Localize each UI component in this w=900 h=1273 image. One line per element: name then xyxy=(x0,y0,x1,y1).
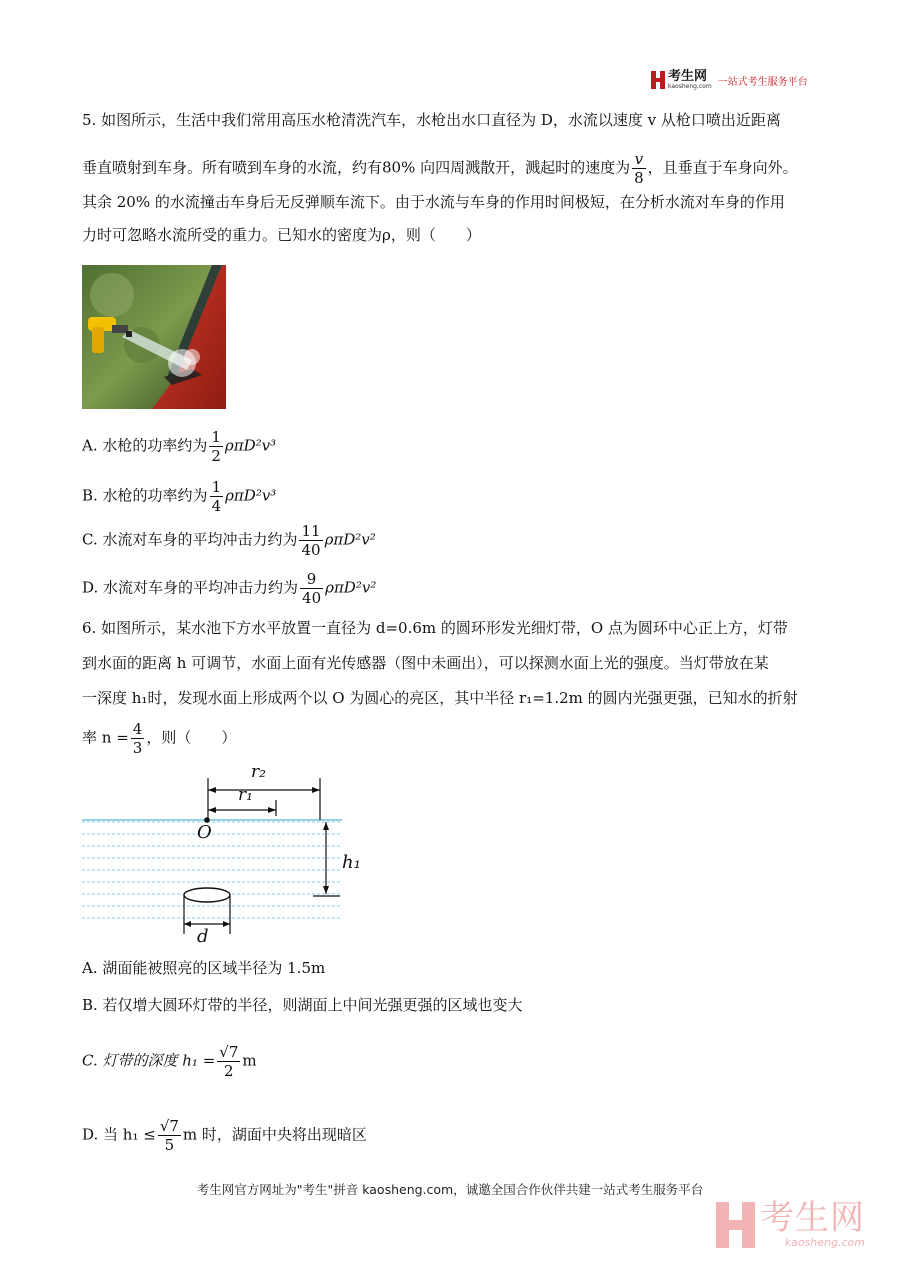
footer-text: 考生网官方网址为"考生"拼音 kaosheng.com，诚邀全国合作伙伴共建一站式考生服务平台 xyxy=(196,1182,704,1197)
label-h1: h₁ xyxy=(342,852,361,873)
q5-option-b[interactable] xyxy=(82,478,276,515)
frac-numerator: v xyxy=(632,150,646,169)
q5-line-2 xyxy=(82,150,798,187)
watermark xyxy=(716,1200,865,1249)
frac-numerator: 1 xyxy=(211,428,221,446)
refractive-index-fraction xyxy=(131,720,145,757)
option-formula: ρπD²v² xyxy=(324,530,376,549)
label-O: O xyxy=(197,822,212,843)
frac-numerator: 9 xyxy=(300,570,323,589)
q5-line-2-tail: ，且垂直于车身向外。 xyxy=(647,158,798,177)
frac-denominator: 3 xyxy=(132,739,143,757)
q6-option-d[interactable] xyxy=(82,1117,367,1154)
frac-denominator: 40 xyxy=(301,541,321,559)
option-label: C. 灯带的深度 h₁ = xyxy=(82,1051,216,1070)
frac-denominator: 40 xyxy=(302,589,322,607)
watermark-brand: 考生网 xyxy=(760,1198,865,1238)
q6-line-2: 到水面的距离 h 可调节，水面上面有光传感器（图中未画出），可以探测水面上光的强度。当灯带放在某 xyxy=(82,654,769,672)
option-fraction xyxy=(209,428,223,465)
option-label: A. 水枪的功率约为 xyxy=(82,436,208,455)
option-formula: ρπD²v³ xyxy=(224,436,277,455)
option-fraction xyxy=(300,570,323,607)
q6-line-4 xyxy=(82,720,236,757)
q6-option-c[interactable] xyxy=(82,1043,257,1080)
option-formula: ρπD²v² xyxy=(325,578,377,597)
watermark-domain: kaosheng.com xyxy=(784,1236,865,1249)
label-r2: r₂ xyxy=(251,762,266,782)
light-ring-diagram xyxy=(80,762,361,950)
option-label: C. 水流对车身的平均冲击力约为 xyxy=(82,530,298,549)
q5-option-d[interactable] xyxy=(82,570,376,607)
header-brand: 考生网 xyxy=(668,69,708,84)
q5-line-3: 其余 20% 的水流撞击车身后无反弹顺车流下。由于水流与车身的作用时间极短，在分析水流对车身的作用 xyxy=(82,193,785,211)
option-fraction xyxy=(158,1117,181,1154)
q6-line-1: 6. 如图所示，某水池下方水平放置一直径为 d=0.6m 的圆环形发光细灯带，O 点为圆环中心正上方，灯带 xyxy=(82,619,788,637)
option-label: D. 当 h₁ ≤ xyxy=(82,1125,156,1144)
q6-line-4-tail: ，则（ ） xyxy=(146,728,237,747)
q5-line-4: 力时可忽略水流所受的重力。已知水的密度为ρ，则（ ） xyxy=(82,226,481,244)
option-tail: m 时，湖面中央将出现暗区 xyxy=(182,1125,367,1144)
frac-denominator: 4 xyxy=(211,497,222,515)
q6-line-4-text: 率 n = xyxy=(82,728,129,747)
frac-denominator: 8 xyxy=(634,169,644,187)
option-fraction xyxy=(217,1043,240,1080)
header-slogan: 一站式考生服务平台 xyxy=(717,76,808,88)
frac-denominator: 5 xyxy=(164,1136,175,1154)
frac-denominator: 2 xyxy=(224,1062,234,1080)
q5-option-c[interactable] xyxy=(82,522,376,559)
q5-line-1: 5. 如图所示，生活中我们常用高压水枪清洗汽车，水枪出水口直径为 D，水流以速度 v 从枪口喷出近距离 xyxy=(82,111,781,129)
kaosheng-logo-icon xyxy=(651,71,665,89)
option-label: D. 水流对车身的平均冲击力约为 xyxy=(82,578,299,597)
header-logo xyxy=(651,70,808,90)
q6-line-3: 一深度 h₁时，发现水面上形成两个以 O 为圆心的亮区，其中半径 r₁=1.2m 的圆内光强更强，已知水的折射 xyxy=(82,689,798,707)
car-wash-photo xyxy=(82,265,226,409)
q5-line-2-text: 垂直喷射到车身。所有喷到车身的水流，约有80% 向四周溅散开，溅起时的速度为 xyxy=(82,158,631,177)
frac-numerator: √7 xyxy=(159,1117,179,1135)
label-r1: r₁ xyxy=(238,785,253,805)
frac-numerator: 11 xyxy=(301,522,321,540)
q6-option-b[interactable]: B. 若仅增大圆环灯带的半径，则湖面上中间光强更强的区域也变大 xyxy=(82,996,523,1014)
watermark-logo-icon xyxy=(716,1202,756,1248)
label-d: d xyxy=(197,926,209,947)
option-label: B. 水枪的功率约为 xyxy=(82,486,208,505)
frac-numerator: √7 xyxy=(219,1043,239,1061)
option-fraction xyxy=(299,522,322,559)
option-fraction xyxy=(210,478,224,515)
header-domain: kaosheng.com xyxy=(668,83,712,90)
frac-numerator: 4 xyxy=(132,720,143,738)
q6-option-a[interactable]: A. 湖面能被照亮的区域半径为 1.5m xyxy=(82,959,326,977)
q5-velocity-fraction xyxy=(632,150,646,187)
q5-option-a[interactable] xyxy=(82,428,276,465)
option-formula: ρπD²v³ xyxy=(225,486,277,505)
frac-denominator: 2 xyxy=(211,447,221,465)
frac-numerator: 1 xyxy=(211,478,222,496)
option-unit: m xyxy=(242,1051,257,1070)
